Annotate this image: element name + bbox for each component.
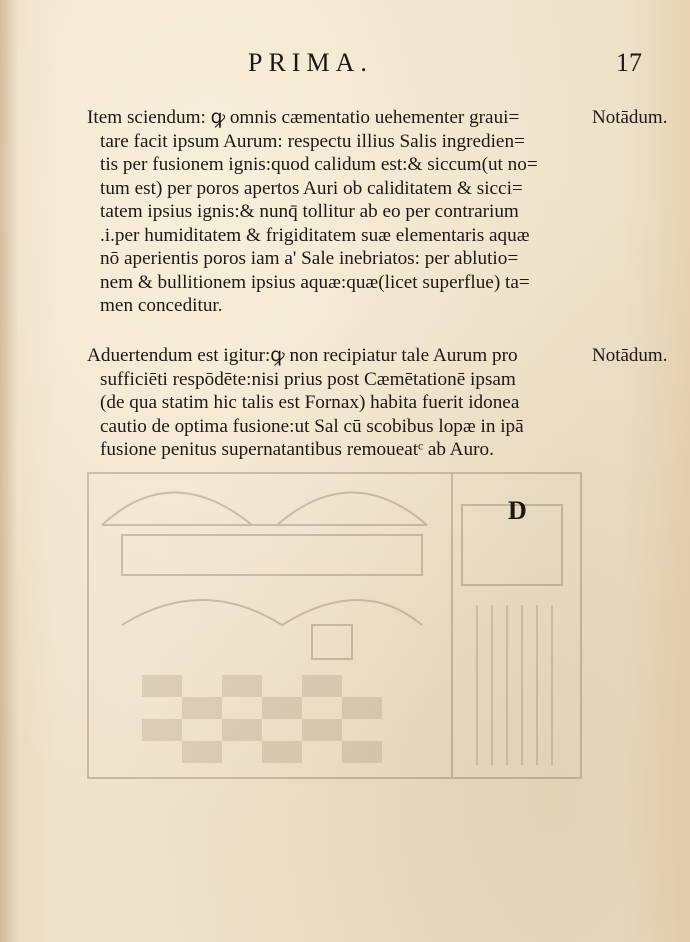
text-line: (de qua statim hic talis est Fornax) habita fuerit idonea (100, 392, 520, 413)
text-line: tis per fusionem ignis:quod calidum est:& siccum(ut no= (100, 154, 538, 175)
text-line: men conceditur. (100, 295, 223, 316)
woodcut-hatching (477, 605, 552, 765)
text-line: tum est) per poros apertos Auri ob caliditatem & sicci= (100, 177, 523, 199)
page-number: 17 (616, 48, 642, 77)
margin-note: Notādum. (592, 107, 668, 128)
woodcut-checkered-floor (142, 675, 382, 763)
woodcut-furnace-top (122, 535, 422, 575)
text-line: tare facit ipsum Aurum: respectu illius Salis ingredien= (100, 130, 525, 152)
paragraph-2 (87, 344, 592, 462)
text-line: Item sciendum: ꝙ omnis cæmentatio uehementer graui= (87, 107, 520, 128)
text-line: sufficiēti respōdēte:nisi prius post Cæmētationē ipsam (100, 368, 516, 390)
binding-shadow (0, 0, 18, 942)
woodcut-vault (122, 600, 422, 625)
woodcut-arch (102, 493, 252, 526)
running-head: PRIMA. (248, 48, 373, 77)
text-line: .i.per humiditatem & frigiditatem suæ elementaris aquæ (100, 224, 530, 246)
text-line: tatem ipsius ignis:& nunq̄ tollitur ab eo per contrarium (100, 201, 519, 222)
text-line: nō aperientis poros iam a' Sale inebriatos: per ablutio= (100, 248, 519, 269)
text-line: cautio de optima fusione:ut Sal cū scobibus lopæ in ipā (100, 415, 524, 437)
woodcut-arch (277, 493, 427, 526)
text-line: Aduertendum est igitur:ꝙ non recipiatur tale Aurum pro (87, 345, 518, 366)
woodcut-door (312, 625, 352, 659)
paragraph-1 (87, 106, 592, 318)
figure-letter: D (508, 496, 527, 525)
text-line: nem & bullitionem ipsius aquæ:quæ(licet superflue) ta= (100, 271, 530, 293)
margin-note: Notādum. (592, 345, 668, 366)
text-line: fusione penitus supernatantibus remoueatᶜ ab Auro. (100, 439, 494, 460)
